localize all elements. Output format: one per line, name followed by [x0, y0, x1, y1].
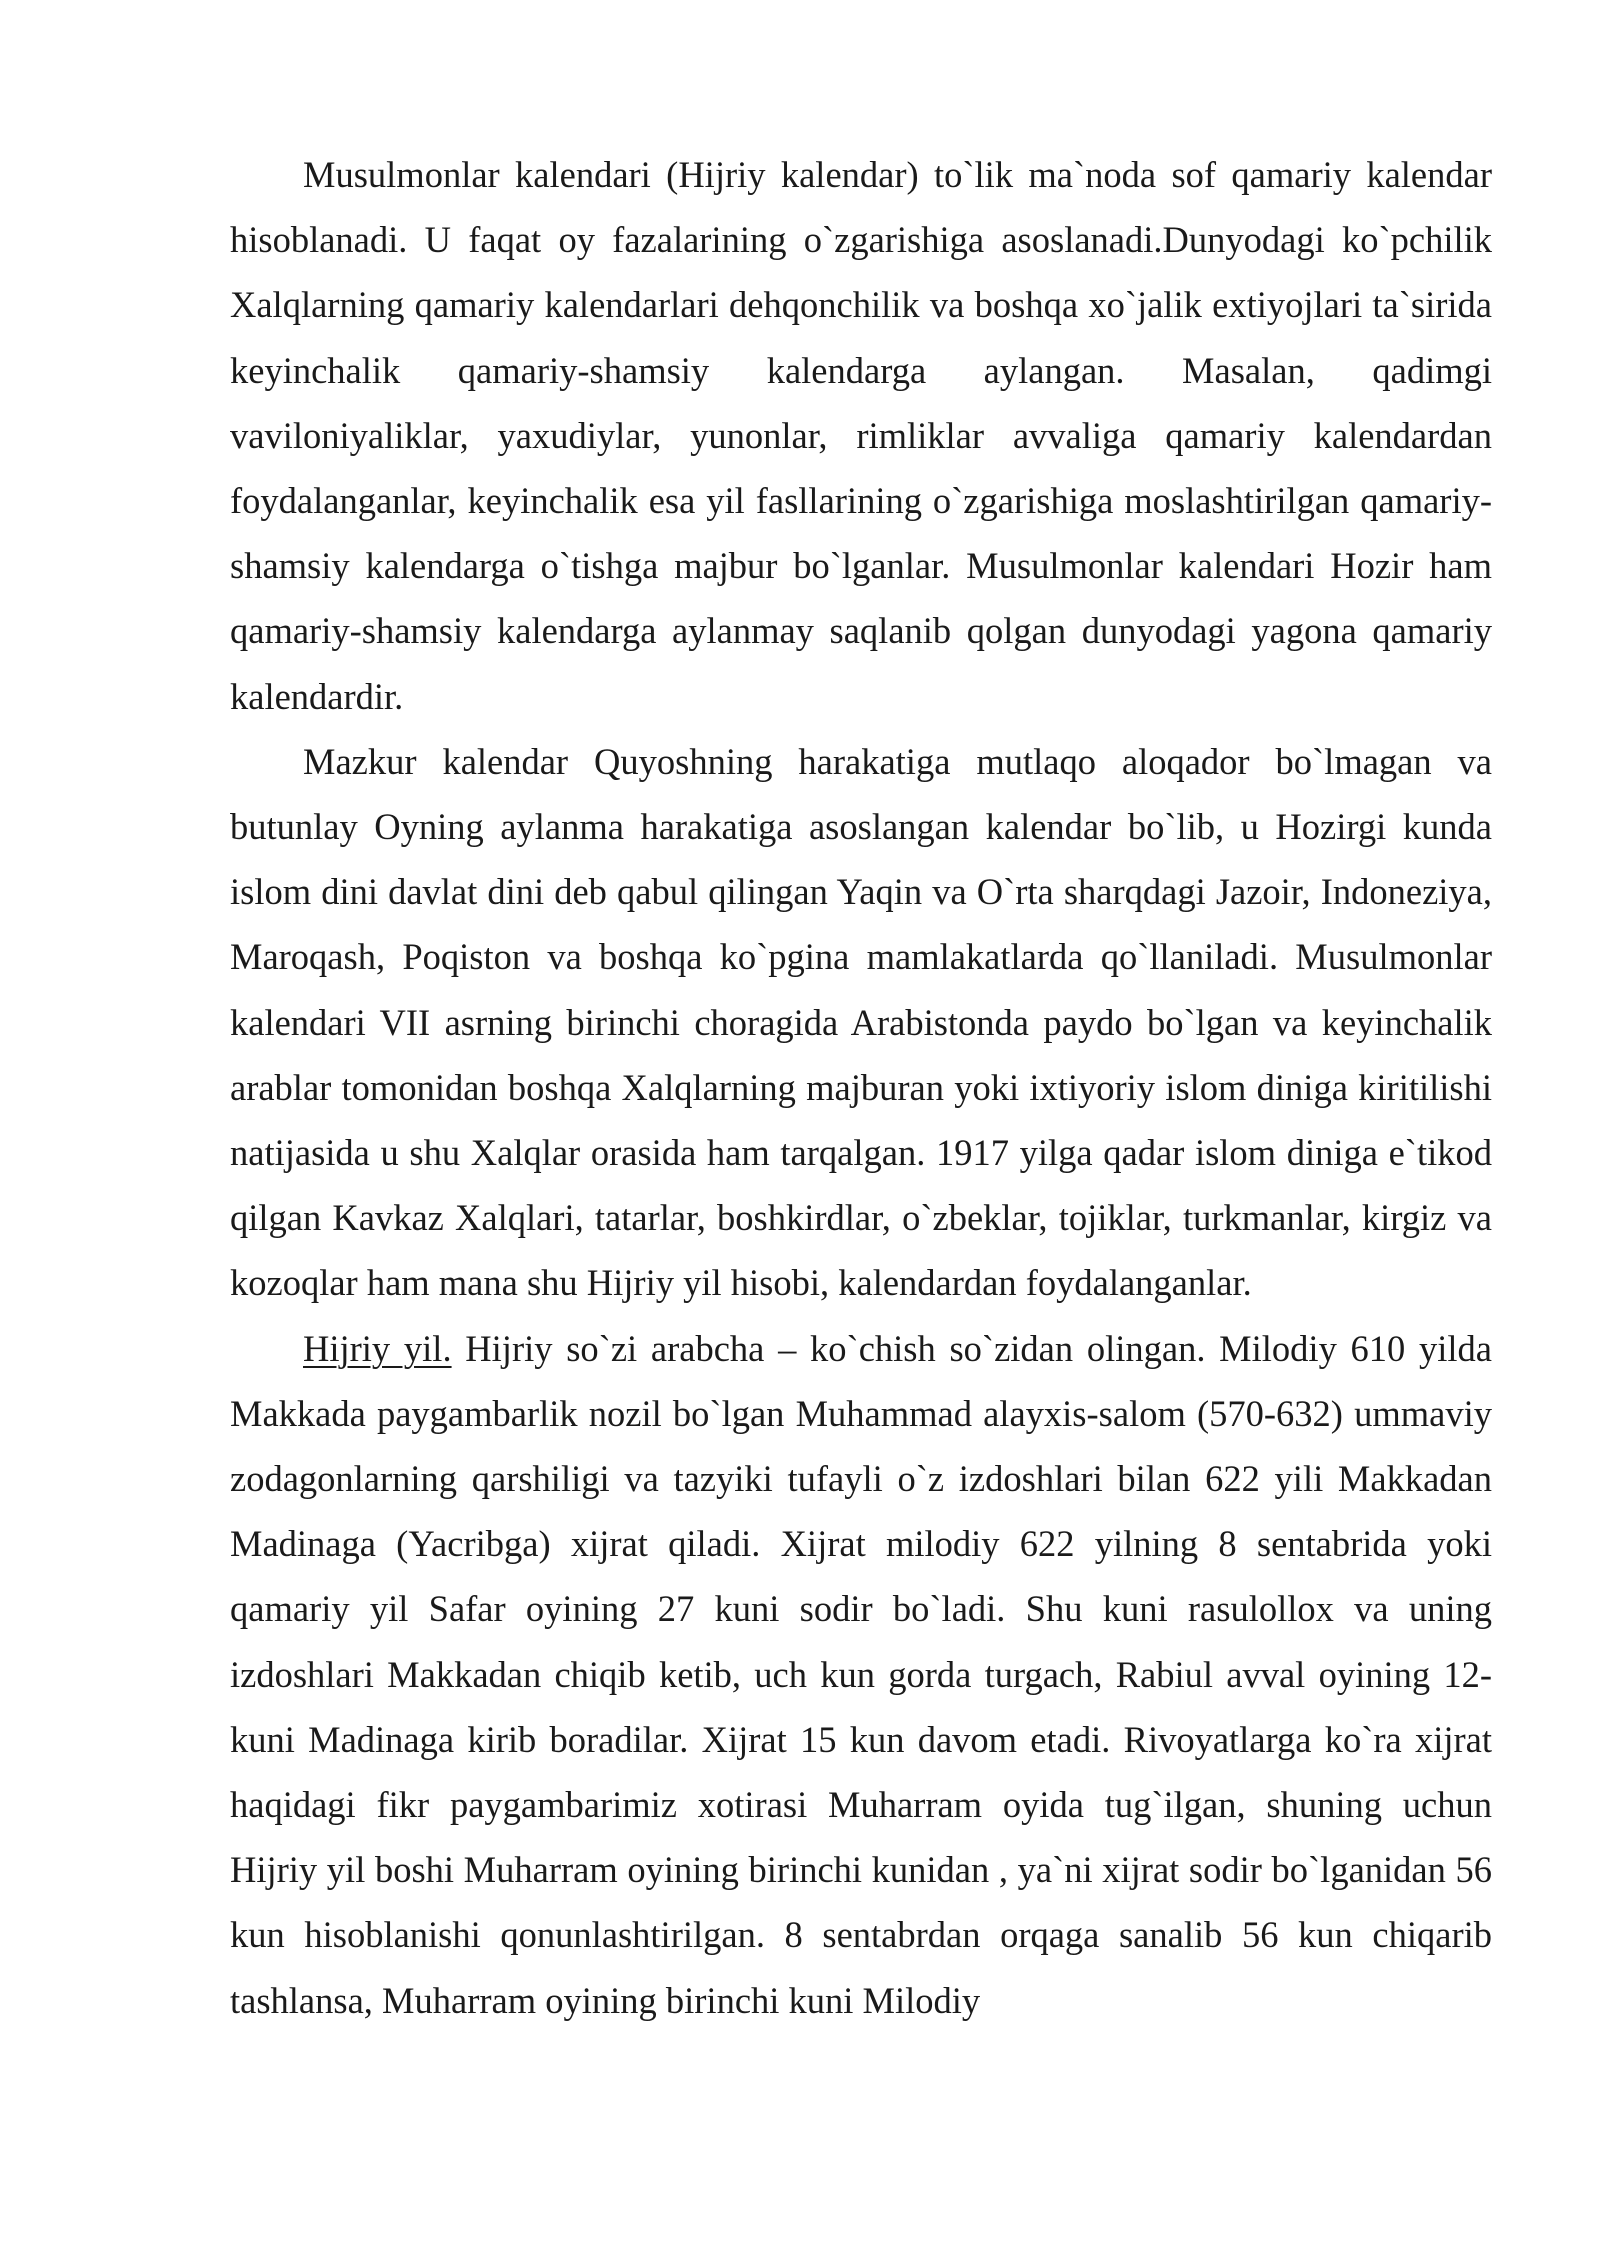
document-body — [230, 142, 1492, 2033]
section-heading-hijriy-yil: Hijriy yil. — [303, 1327, 452, 1369]
paragraph-1: Musulmonlar kalendari (Hijriy kalendar) to`lik ma`noda sof qamariy kalendar hisoblanadi. U faqat oy fazalarining o`zgarishiga asoslanadi.Dunyodagi ko`pchilik Xalqlarning qamariy kalendarlari dehqonchilik va boshqa xo`jalik extiyojlari ta`sirida keyinchalik qamariy-shamsiy kalendarga aylangan. Masalan, qadimgi vaviloniyaliklar, yaxudiylar, yunonlar, rimliklar avvaliga qamariy kalendardan foydalanganlar, keyinchalik esa yil fasllarining o`zgarishiga moslashtirilgan qamariy- shamsiy kalendarga o`tishga majbur bo`lganlar. Musulmonlar kalendari Hozir ham qamariy-shamsiy kalendarga aylanmay saqlanib qolgan dunyodagi yagona qamariy kalendardir. — [230, 154, 1492, 717]
paragraph-3 — [230, 1316, 1492, 2033]
paragraph-2: Mazkur kalendar Quyoshning harakatiga mutlaqo aloqador bo`lmagan va butunlay Oyning aylanma harakatiga asoslangan kalendar bo`lib, u Hozirgi kunda islom dini davlat dini deb qabul qilingan Yaqin va O`rta sharqdagi Jazoir, Indoneziya, Maroqash, Poqiston va boshqa ko`pgina mamlakatlarda qo`llaniladi. Musulmonlar kalendari VII asrning birinchi choragida Arabistonda paydo bo`lgan va keyinchalik arablar tomonidan boshqa Xalqlarning majburan yoki ixtiyoriy islom diniga kiritilishi natijasida u shu Xalqlar orasida ham tarqalgan. 1917 yilga qadar islom diniga e`tikod qilgan Kavkaz Xalqlari, tatarlar, boshkirdlar, o`zbeklar, tojiklar, turkmanlar, kirgiz va kozoqlar ham mana shu Hijriy yil hisobi, kalendardan foydalanganlar. — [230, 740, 1492, 1304]
paragraph-3-text: Hijriy so`zi arabcha – ko`chish so`zidan olingan. Milodiy 610 yilda Makkada paygambarlik nozil bo`lgan Muhammad alayxis-salom (570-632) ummaviy zodagonlarning qarshiligi va tazyiki tufayli o`z izdoshlari bilan 622 yili Makkadan Madinaga (Yacribga) xijrat qiladi. Xijrat milodiy 622 yilning 8 sentabrida yoki qamariy yil Safar oyining 27 kuni sodir bo`ladi. Shu kuni rasulollox va uning izdoshlari Makkadan chiqib ketib, uch kun gorda turgach, Rabiul avval oyining 12-kuni Madinaga kirib boradilar. Xijrat 15 kun davom etadi. Rivoyatlarga ko`ra xijrat haqidagi fikr paygambarimiz xotirasi Muharram oyida tug`ilgan, shuning uchun Hijriy yil boshi Muharram oyining birinchi kunidan , ya`ni xijrat sodir bo`lganidan 56 kun hisoblanishi qonunlashtirilgan. 8 sentabrdan orqaga sanalib 56 kun chiqarib tashlansa, Muharram oyining birinchi kuni Milodiy — [230, 1327, 1492, 2021]
